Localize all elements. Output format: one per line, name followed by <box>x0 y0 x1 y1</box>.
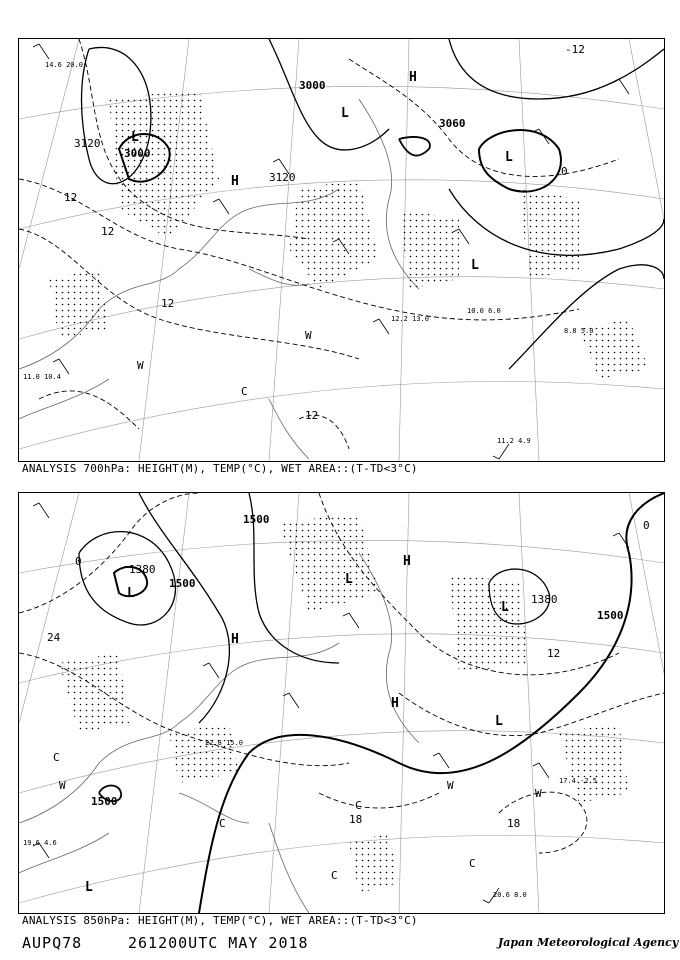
station-plot: 22.8 15.0 <box>205 739 243 747</box>
station-plot: 19.6 4.6 <box>23 839 57 847</box>
cold-center-marker: C <box>355 799 362 812</box>
temp-label: 18 <box>349 813 363 826</box>
high-center-marker: H <box>231 174 239 189</box>
station-plot: 8.8 5.0 <box>564 327 594 335</box>
panel-caption-700hpa: ANALYSIS 700hPa: HEIGHT(M), TEMP(°C), WET AREA::(T-TD<3°C) <box>22 462 418 475</box>
height-label: 3060 <box>439 117 466 130</box>
warm-center-marker: W <box>447 779 454 792</box>
height-label: 1500 <box>169 577 196 590</box>
low-center-marker: L <box>131 130 139 145</box>
warm-center-marker: W <box>137 359 144 372</box>
station-plot: 20.6 8.0 <box>493 891 527 899</box>
low-center-marker: L <box>345 572 353 587</box>
high-center-marker: H <box>409 70 417 85</box>
panel-caption-850hpa: ANALYSIS 850hPa: HEIGHT(M), TEMP(°C), WET AREA::(T-TD<3°C) <box>22 914 418 927</box>
warm-center-marker: W <box>305 329 312 342</box>
height-label: 1380 <box>531 593 558 606</box>
temp-label: 18 <box>507 817 521 830</box>
station-plot: 17.4 -2.5 <box>559 777 597 785</box>
height-label: 1380 <box>129 563 156 576</box>
low-center-marker: L <box>471 258 479 273</box>
cold-center-marker: C <box>53 751 60 764</box>
temp-label: 12 <box>305 409 319 422</box>
low-center-marker: L <box>501 600 509 615</box>
temp-label: 0 <box>561 165 568 178</box>
temp-label: 24 <box>47 631 61 644</box>
chart-panel-700hpa <box>18 38 665 462</box>
height-label: 3000 <box>124 147 151 160</box>
height-label: 1500 <box>91 795 118 808</box>
high-center-marker: H <box>391 696 399 711</box>
height-label: 1500 <box>597 609 624 622</box>
valid-time: 261200UTC MAY 2018 <box>128 934 309 952</box>
temp-label: 12 <box>64 191 78 204</box>
station-plot: 12.2 13.0 <box>391 315 429 323</box>
temp-label: 12 <box>161 297 175 310</box>
agency-name: Japan Meteorological Agency <box>498 936 679 949</box>
station-plot: 11.0 10.4 <box>23 373 61 381</box>
chart-panel-850hpa <box>18 492 665 914</box>
height-label: 3000 <box>299 79 326 92</box>
low-center-marker: L <box>341 106 349 121</box>
temp-label: 0 <box>643 519 650 532</box>
height-label: 3120 <box>269 171 296 184</box>
chart-identifier: AUPQ78 <box>22 934 83 952</box>
station-plot: 10.0 6.0 <box>467 307 501 315</box>
warm-center-marker: W <box>59 779 66 792</box>
cold-center-marker: C <box>331 869 338 882</box>
temp-label: -12 <box>565 43 585 56</box>
low-center-marker: L <box>495 714 503 729</box>
low-center-marker: L <box>505 150 513 165</box>
cold-center-marker: C <box>241 385 248 398</box>
warm-center-marker: W <box>535 787 542 800</box>
cold-center-marker: C <box>219 817 226 830</box>
temp-centers <box>137 329 312 398</box>
low-center-marker: L <box>127 586 135 601</box>
height-label: 1500 <box>243 513 270 526</box>
map-700hpa <box>19 39 664 461</box>
low-center-marker: L <box>85 880 93 895</box>
height-label: 3120 <box>74 137 101 150</box>
temp-label: 12 <box>547 647 561 660</box>
temp-label: 0 <box>75 555 82 568</box>
high-center-marker: H <box>231 632 239 647</box>
station-plot: 14.6 20.0 <box>45 61 83 69</box>
map-850hpa <box>19 493 664 913</box>
temp-label: 12 <box>101 225 115 238</box>
pressure-centers <box>85 554 509 895</box>
temp-centers <box>53 751 542 882</box>
wet-areas <box>49 89 649 379</box>
cold-center-marker: C <box>469 857 476 870</box>
high-center-marker: H <box>403 554 411 569</box>
station-plot: 11.2 4.9 <box>497 437 531 445</box>
